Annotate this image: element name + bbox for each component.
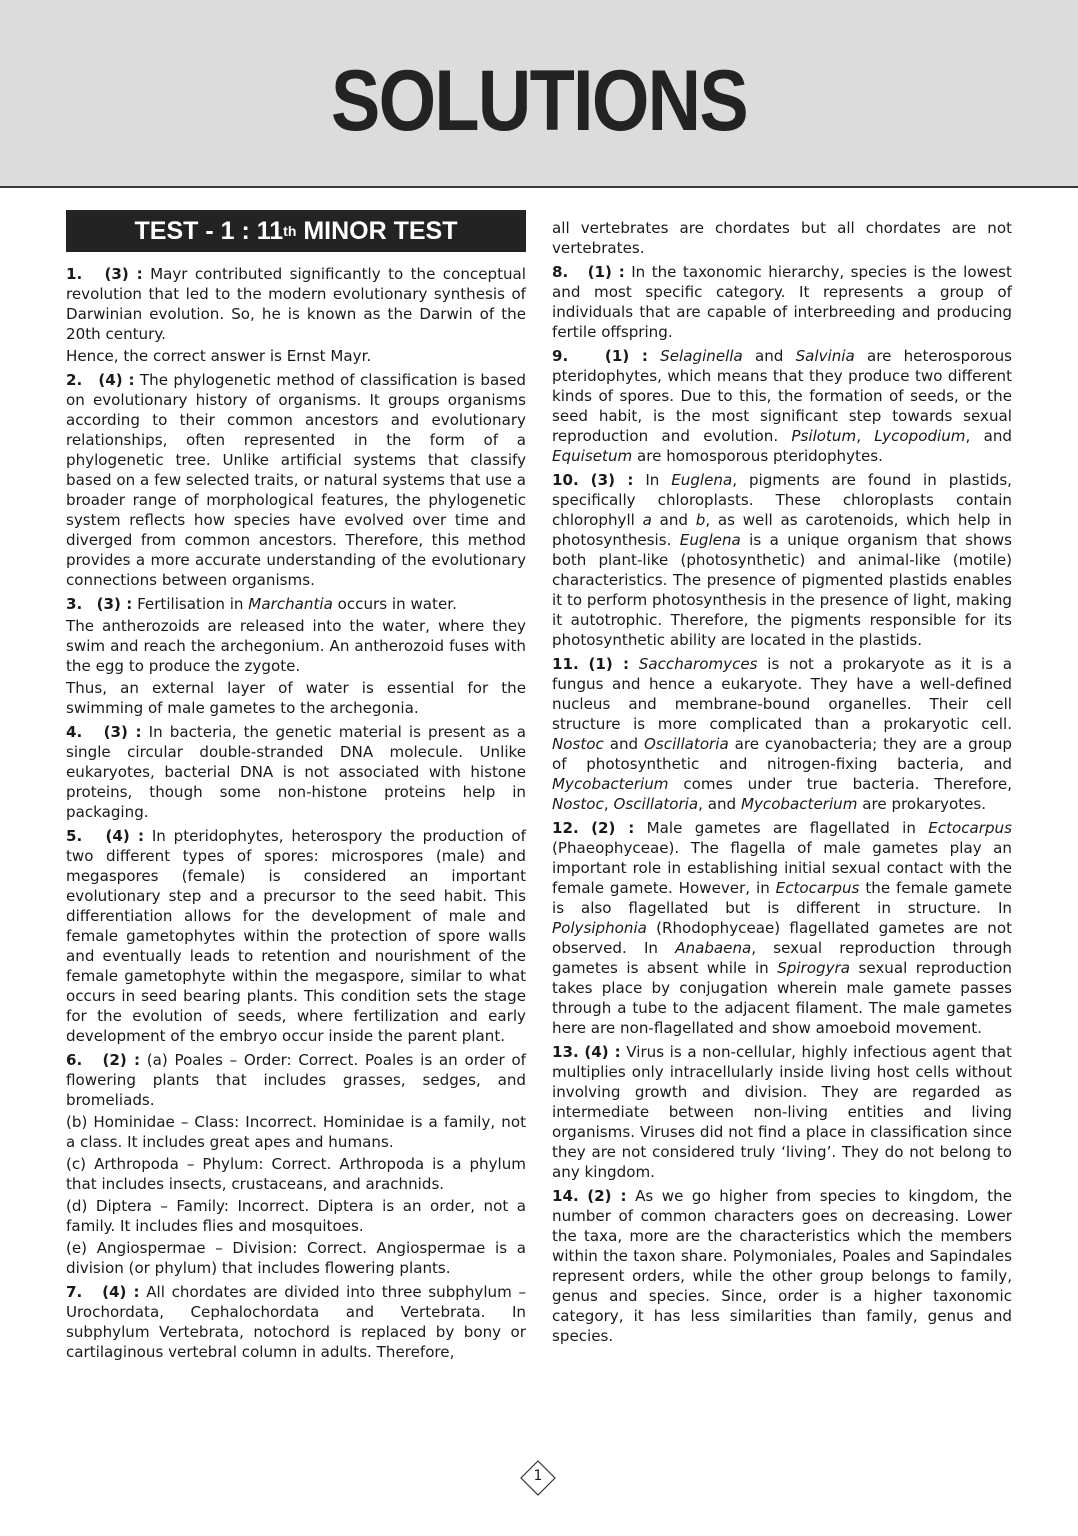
answer-3-cont-1: The antherozoids are released into the water, where they swim and reach the archegonium. An antherozoid fuses with the egg to produce the zygote. [66, 617, 526, 675]
left-column [66, 264, 526, 1366]
test-title-prefix: TEST - 1 : 11 [134, 216, 284, 245]
answer-6-e: (e) Angiospermae – Division: Correct. Angiospermae is a division (or phylum) that includes flowering plants. [66, 1239, 526, 1277]
answer-12: 12. (2) : Male gametes are flagellated in Ectocarpus (Phaeophyceae). The flagella of male gametes play an important role in establishing initial sexual contact with the female gamete. However, in Ectocarpus the female gamete is also flagellated but is different in structure. In Polysiphonia (Rhodophyceae) flagellated gametes are not observed. In Anabaena, sexual reproduction through gametes is absent while in Spirogyra sexual reproduction takes place by conjugation wherein male gamete passes through a tube to the adjacent filament. The male gametes here are non-flagellated and show amoeboid movement. [552, 819, 1012, 1037]
right-column [552, 218, 1012, 1350]
answer-5: 5. (4) : In pteridophytes, heterospory the production of two different types of spores: microspores (male) and megaspores (female) is considered an important evolutionary step and a precursor to the seed habit. This differentiation allows for the development of male and female gametophytes within the protection of spore walls and eventually leads to retention and nourishment of the female gametophyte within the megaspore, similar to what occurs in seed bearing plants. This condition sets the stage for the evolution of seeds, where fertilization and early development of the embryo occur inside the parent plant. [66, 827, 526, 1045]
page-header [0, 0, 1078, 188]
answer-14: 14. (2) : As we go higher from species to kingdom, the number of common characters goes on decreasing. Lower the taxa, more are the characteristics which the members within the taxon share. Polymoniales, Poales and Sapindales represent orders, while the other group belongs to family, genus and species. Since, order is a higher taxonomic category, it has less similarities than family, genus and species. [552, 1187, 1012, 1345]
answer-6-c: (c) Arthropoda – Phylum: Correct. Arthropoda is a phylum that includes insects, crustaceans, and arachnids. [66, 1155, 526, 1193]
page-title: SOLUTIONS [331, 53, 747, 149]
answer-4: 4. (3) : In bacteria, the genetic material is present as a single circular double-stranded DNA molecule. Unlike eukaryotes, bacterial DNA is not associated with histone proteins, though some non-histone proteins help in packaging. [66, 723, 526, 821]
answer-10: 10. (3) : In Euglena, pigments are found in plastids, specifically chloroplasts. These chloroplasts contain chlorophyll a and b, as well as carotenoids, which help in photosynthesis. Euglena is a unique organism that shows both plant-like (photosynthetic) and animal-like (motile) characteristics. The presence of pigmented plastids enables it to perform photosynthesis in the presence of light, making it autotrophic. Therefore, the pigments responsible for its photosynthetic ability are located in the plastids. [552, 471, 1012, 649]
answer-6: 6. (2) : (a) Poales – Order: Correct. Poales is an order of flowering plants that includes grasses, sedges, and bromeliads. [66, 1051, 526, 1109]
answer-3-cont-2: Thus, an external layer of water is essential for the swimming of male gametes to the archegonia. [66, 679, 526, 717]
page-number-badge [520, 1460, 556, 1496]
test-title-suffix: MINOR TEST [296, 216, 458, 245]
test-title-banner [66, 210, 526, 252]
answer-6-b: (b) Hominidae – Class: Incorrect. Hominidae is a family, not a class. It includes great apes and humans. [66, 1113, 526, 1151]
answer-1: 1. (3) : Mayr contributed significantly to the conceptual revolution that led to the modern evolutionary synthesis of Darwinian evolution. So, he is known as the Darwin of the 20th century. [66, 265, 526, 343]
test-title-sup: th [283, 223, 297, 239]
answer-13: 13. (4) : Virus is a non-cellular, highly infectious agent that multiplies only intracellularly inside living host cells without involving growth and division. They are regarded as intermediate between non-living entities and living organisms. Viruses did not find a place in classification since they are not considered truly ‘living’. They do not belong to any kingdom. [552, 1043, 1012, 1181]
answer-1-cont: Hence, the correct answer is Ernst Mayr. [66, 347, 372, 365]
answer-7: 7. (4) : All chordates are divided into three subphylum – Urochordata, Cephalochordata and Vertebrata. In subphylum Vertebrata, notochord is replaced by bony or cartilaginous vertebral column in adults. Therefore, [66, 1283, 527, 1361]
answer-9: 9. (1) : Selaginella and Salvinia are heterosporous pteridophytes, which means that they produce two different kinds of spores. Due to this, the formation of seeds, or the seed habit, is the most significant step towards sexual reproduction and evolution. Psilotum, Lycopodium, and Equisetum are homosporous pteridophytes. [552, 347, 1012, 465]
answer-8: 8. (1) : In the taxonomic hierarchy, species is the lowest and most specific category. It represents a group of individuals that are capable of interbreeding and producing fertile offspring. [552, 263, 1012, 341]
answer-6-d: (d) Diptera – Family: Incorrect. Diptera is an order, not a family. It includes flies and mosquitoes. [66, 1197, 526, 1235]
answer-11: 11. (1) : Saccharomyces is not a prokaryote as it is a fungus and hence a eukaryote. They have a well-defined nucleus and membrane-bound organelles. Their cell structure is more complicated than a prokaryotic cell. Nostoc and Oscillatoria are cyanobacteria; they are a group of photosynthetic and nitrogen-fixing bacteria, and Mycobacterium comes under true bacteria. Therefore, Nostoc, Oscillatoria, and Mycobacterium are prokaryotes. [552, 655, 1013, 813]
answer-7-cont: all vertebrates are chordates but all chordates are not vertebrates. [552, 219, 1012, 257]
page-number: 1 [533, 1468, 543, 1484]
answer-2: 2. (4) : The phylogenetic method of classification is based on evolutionary history of organisms. It groups organisms according to their common ancestors and evolutionary relationships, often represented in the form of a phylogenetic tree. Unlike artificial systems that classify based on a few selected traits, or natural systems that use a broader range of morphological features, the phylogenetic system reflects how species have evolved over time and diverged from common ancestors. Therefore, this method provides a more accurate understanding of the evolutionary connections between organisms. [66, 371, 526, 589]
answer-3: 3. (3) : Fertilisation in Marchantia occurs in water. [66, 595, 457, 613]
